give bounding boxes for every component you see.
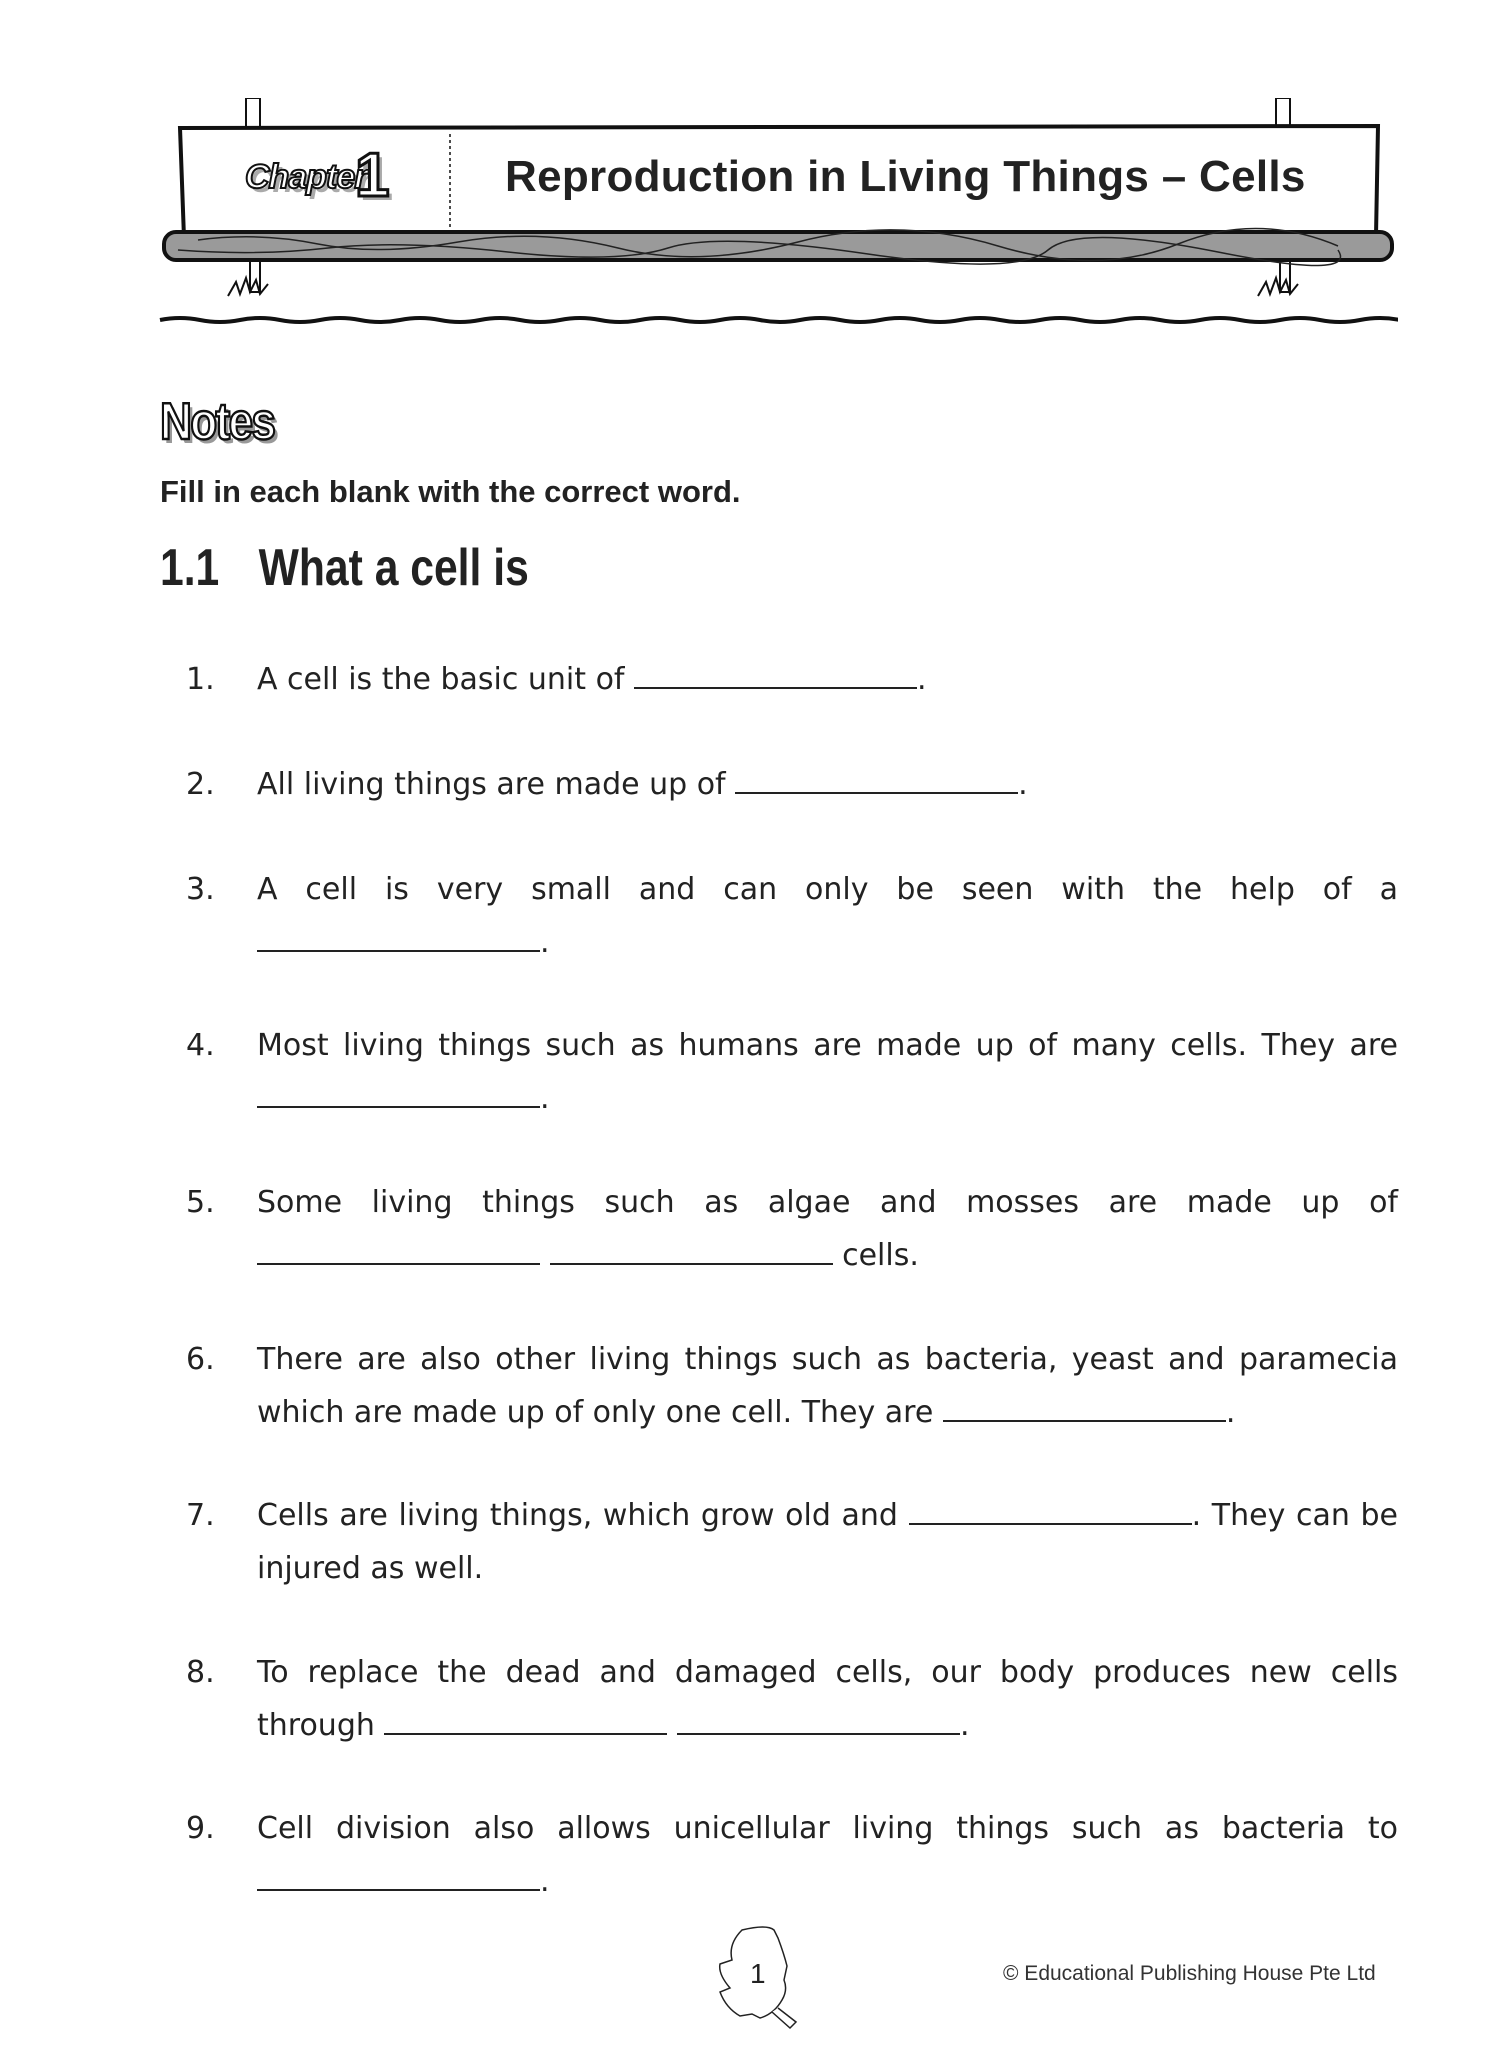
answer-blank[interactable] — [943, 1396, 1226, 1422]
section-title — [160, 538, 529, 598]
question-text-before: A cell is the basic unit of — [257, 662, 635, 697]
question-text-after: . — [959, 1707, 970, 1743]
chapter-label: Chapter — [245, 158, 367, 196]
answer-blank[interactable] — [257, 926, 540, 952]
question-text-before: Some living things such as algae and mosses are made up of — [257, 1185, 1398, 1220]
question-text — [257, 1177, 1398, 1282]
question-number: 7. — [186, 1498, 215, 1533]
question-text — [257, 1020, 1398, 1125]
question-text-after: . — [1225, 1394, 1236, 1430]
answer-blank[interactable] — [634, 663, 917, 689]
question-number: 5. — [186, 1185, 215, 1220]
question-text-before: All living things are made up of — [257, 767, 736, 802]
question-text-before: Cells are living things, which grow old and — [257, 1498, 909, 1533]
page-number: 1 — [750, 1958, 766, 1989]
copyright: © Educational Publishing House Pte Ltd — [1003, 1962, 1376, 1985]
question-number: 6. — [186, 1342, 215, 1377]
chapter-banner — [158, 98, 1398, 338]
answer-blank[interactable] — [909, 1499, 1192, 1525]
question-text-after: . — [917, 662, 927, 697]
question-item — [186, 864, 1398, 969]
question-text — [257, 1803, 1398, 1908]
question-item — [186, 1020, 1398, 1125]
question-number: 1. — [186, 662, 215, 697]
answer-blank[interactable] — [257, 1082, 540, 1108]
question-number: 9. — [186, 1811, 215, 1846]
question-text — [257, 1490, 1398, 1595]
question-text — [257, 759, 1398, 812]
answer-blank[interactable] — [257, 1865, 540, 1891]
answer-blank[interactable] — [677, 1709, 960, 1735]
notes-heading: Notes — [160, 393, 275, 451]
chapter-title: Reproduction in Living Things – Cells — [505, 152, 1306, 201]
question-item — [186, 759, 1398, 812]
answer-blank[interactable] — [735, 768, 1018, 794]
section-name: What a cell is — [258, 539, 529, 597]
question-text-after: . — [1018, 767, 1028, 802]
question-number: 3. — [186, 872, 215, 907]
question-item — [186, 654, 1398, 707]
question-item — [186, 1490, 1398, 1595]
section-number: 1.1 — [160, 539, 220, 597]
question-item — [186, 1647, 1398, 1752]
question-text-before: A cell is very small and can only be seen with the help of a — [257, 872, 1398, 907]
question-text — [257, 864, 1398, 969]
question-item — [186, 1334, 1398, 1439]
question-number: 4. — [186, 1028, 215, 1063]
question-text — [257, 654, 1398, 707]
question-text-after: . — [540, 924, 550, 960]
question-text-before: Cell division also allows unicellular living things such as bacteria to — [257, 1811, 1398, 1846]
chapter-number: 1 — [355, 141, 390, 210]
question-text — [257, 1334, 1398, 1439]
question-text-after: cells. — [832, 1237, 919, 1273]
question-text-before: Most living things such as humans are made up of many cells. They are — [257, 1028, 1398, 1063]
question-number: 2. — [186, 767, 215, 802]
question-text-after: . They can be injured as well. — [257, 1498, 1398, 1586]
answer-blank[interactable] — [257, 1239, 540, 1265]
question-number: 8. — [186, 1655, 215, 1690]
instruction: Fill in each blank with the correct word. — [160, 474, 741, 509]
question-item — [186, 1177, 1398, 1282]
question-text-before: To replace the dead and damaged cells, our body produces new cells through — [257, 1655, 1398, 1743]
question-item — [186, 1803, 1398, 1908]
question-text-after: . — [540, 1080, 550, 1116]
answer-blank[interactable] — [550, 1239, 833, 1265]
answer-blank[interactable] — [384, 1709, 667, 1735]
question-text — [257, 1647, 1398, 1752]
question-text-before: There are also other living things such as bacteria, yeast and paramecia which are made up of only one cell. They are — [257, 1342, 1398, 1430]
question-text-after: . — [540, 1863, 550, 1899]
